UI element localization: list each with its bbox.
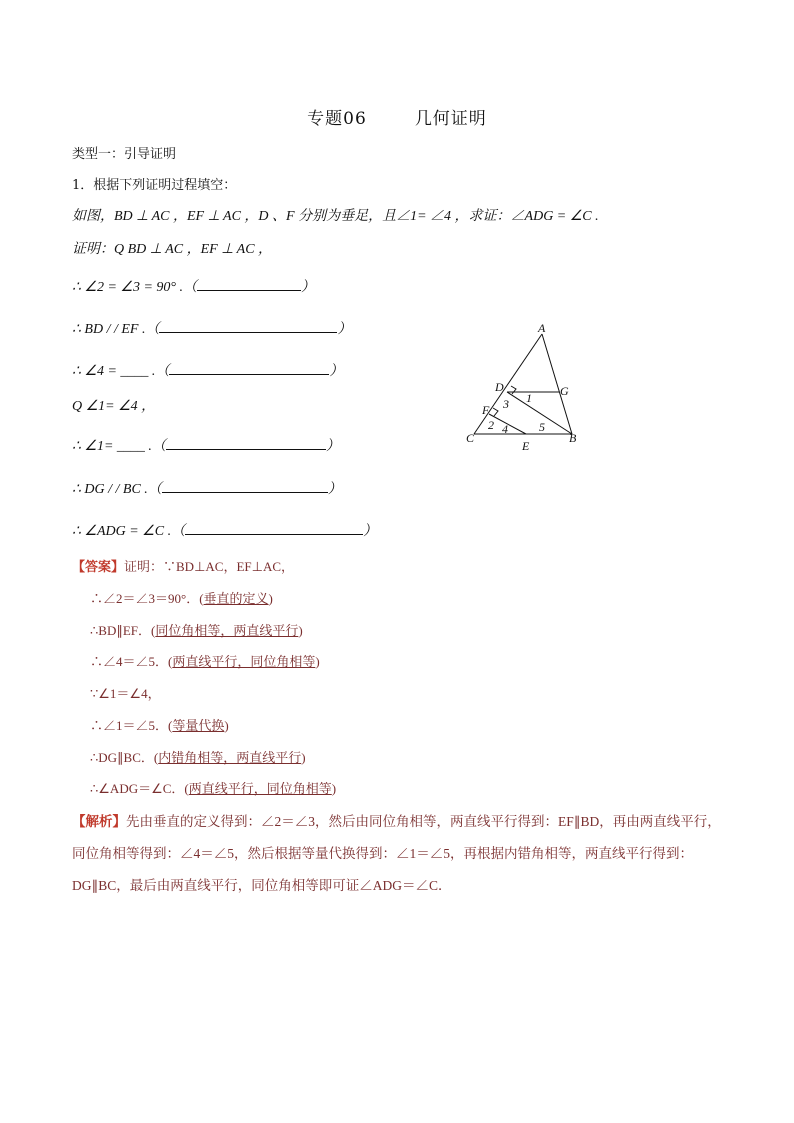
proof-step-3: ∴ ∠4 = ____ .（ ） <box>72 361 343 381</box>
proof-step-7: ∴ ∠ADG = ∠C .（ ） <box>72 521 377 541</box>
point-b: B <box>569 431 577 445</box>
point-d: D <box>495 380 504 394</box>
blank-2[interactable] <box>159 319 337 333</box>
answer-line-6: ∴DG∥BC．(内错角相等，两直线平行) <box>90 750 306 765</box>
answer-header <box>72 558 294 577</box>
right-angle-f <box>493 408 498 416</box>
blank-3[interactable] <box>169 361 329 375</box>
blank-1[interactable] <box>197 277 301 291</box>
analysis-block <box>72 806 722 902</box>
analysis-label: 【解析】 <box>72 814 126 830</box>
answer-line-1: ∴∠2＝∠3＝90°．(垂直的定义) <box>90 591 273 606</box>
proof-step-6: ∴ DG / / BC .（ ） <box>72 479 342 499</box>
blank-6[interactable] <box>162 479 328 493</box>
blank-7[interactable] <box>185 521 363 535</box>
title-part1: 专题06 <box>307 109 367 129</box>
angle-3: 3 <box>503 397 509 411</box>
answer-line-7: ∴∠ADG＝∠C．(两直线平行，同位角相等) <box>90 781 337 796</box>
point-e: E <box>522 439 530 453</box>
question-intro: 1．根据下列证明过程填空： <box>72 178 237 193</box>
proof-step-5: ∴ ∠1= ____ .（ ） <box>72 436 340 456</box>
right-angle-d <box>511 386 516 394</box>
answer-label: 【答案】 <box>72 560 125 575</box>
angle-5: 5 <box>539 420 545 434</box>
answer-line-3: ∴∠4＝∠5．(两直线平行，同位角相等) <box>90 654 320 669</box>
answer-intro: 证明：∵BD⊥AC，EF⊥AC， <box>124 559 295 574</box>
answer-line-4: ∵∠1＝∠4， <box>90 686 161 701</box>
question-given: 如图，BD ⊥ AC ，EF ⊥ AC ，D 、F 分别为垂足，且∠1= ∠4 ，求证：∠ADG = ∠C . <box>72 209 599 224</box>
proof-start: 证明：Q BD ⊥ AC ，EF ⊥ AC ， <box>72 242 273 257</box>
angle-4: 4 <box>502 422 508 436</box>
angle-1: 1 <box>526 391 532 405</box>
proof-step-1: ∴ ∠2 = ∠3 = 90° .（ ） <box>72 277 315 297</box>
point-f: F <box>482 403 490 417</box>
answer-line-5: ∴∠1＝∠5．(等量代换) <box>90 718 229 733</box>
point-c: C <box>466 431 475 445</box>
title-part2: 几何证明 <box>414 109 487 129</box>
proof-step-4: Q ∠1= ∠4 ， <box>72 399 156 414</box>
page-title <box>0 104 794 129</box>
type-heading: 类型一：引导证明 <box>72 147 177 162</box>
point-a: A <box>538 322 546 335</box>
blank-5[interactable] <box>166 436 326 450</box>
proof-step-2: ∴ BD / / EF .（ ） <box>72 319 351 339</box>
geometry-figure <box>462 322 588 456</box>
angle-2: 2 <box>488 418 494 432</box>
point-g: G <box>560 384 569 398</box>
analysis-text: 先由垂直的定义得到：∠2＝∠3，然后由同位角相等，两直线平行得到：EF∥BD，再由两直线平行，同位角相等得到：∠4＝∠5，然后根据等量代换得到：∠1＝∠5，再根据内错角相等，两直线平行得到：DG∥BC，最后由两直线平行，同位角相等即可证∠ADG＝∠C． <box>72 814 721 893</box>
side-ac <box>474 334 542 434</box>
answer-line-2: ∴BD∥EF．(同位角相等，两直线平行) <box>90 623 303 638</box>
